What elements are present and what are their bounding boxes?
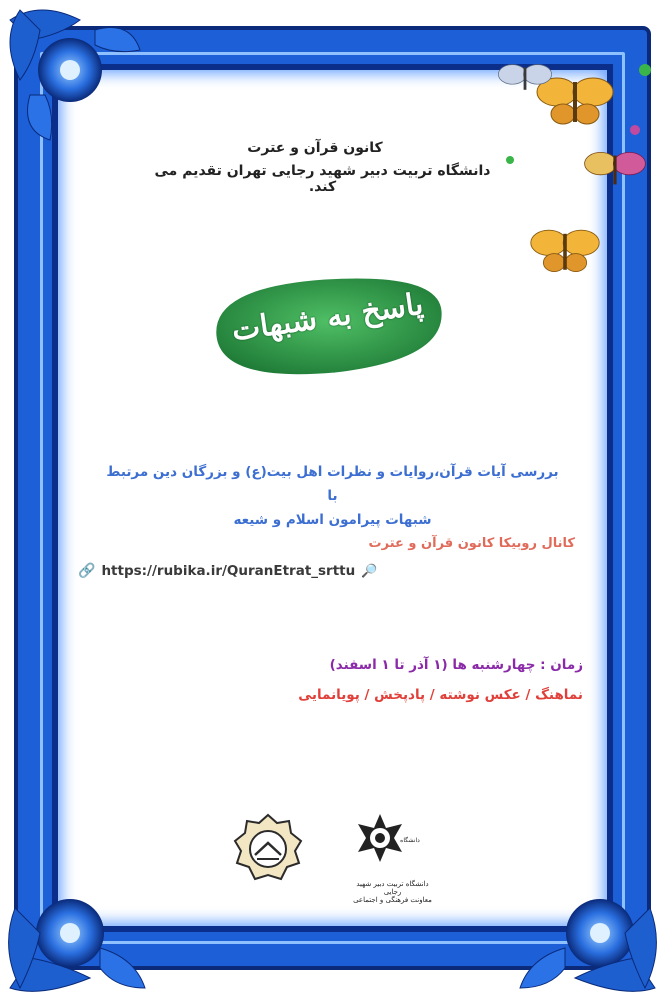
- description: [100, 460, 565, 532]
- university-caption-1: دانشگاه تربیت دبیر شهید رجایی: [356, 880, 429, 896]
- description-line-2: شبهات پیرامون اسلام و شیعه: [233, 512, 432, 528]
- flower-corner-icon: [515, 848, 665, 998]
- flower-corner-icon: [0, 0, 150, 150]
- svg-text:دانشگاه: دانشگاه: [400, 837, 420, 844]
- university-logo-caption: [350, 880, 435, 904]
- channel-title: کانال روبیکا کانون قرآن و عترت: [368, 536, 575, 551]
- university-presents: دانشگاه تربیت دبیر شهید رجایی تهران تقدیم می کند.: [154, 163, 491, 195]
- university-caption-2: معاونت فرهنگی و اجتماعی: [353, 896, 432, 904]
- flower-corner-icon: [0, 848, 150, 998]
- schedule-formats: نماهنگ / عکس نوشته / پادپخش / پویانمایی: [298, 687, 583, 703]
- search-icon: 🔎: [361, 563, 378, 579]
- quran-association-logo: [233, 813, 303, 883]
- badge-title: پاسخ به شبهات: [229, 286, 426, 349]
- channel-link-row[interactable]: [78, 563, 388, 579]
- channel-url[interactable]: https://rubika.ir/QuranEtrat_srttu: [101, 563, 356, 579]
- organizer-name: کانون قرآن و عترت: [247, 140, 383, 156]
- schedule-time: زمان : چهارشنبه ها (۱ آذر تا ۱ اسفند): [329, 657, 583, 673]
- link-icon: 🔗: [78, 563, 96, 579]
- butterfly-icon: [495, 40, 665, 310]
- description-line-1: بررسی آیات قرآن،روایات و نظرات اهل بیت(ع) و بزرگان دین مرتبط با: [106, 464, 559, 504]
